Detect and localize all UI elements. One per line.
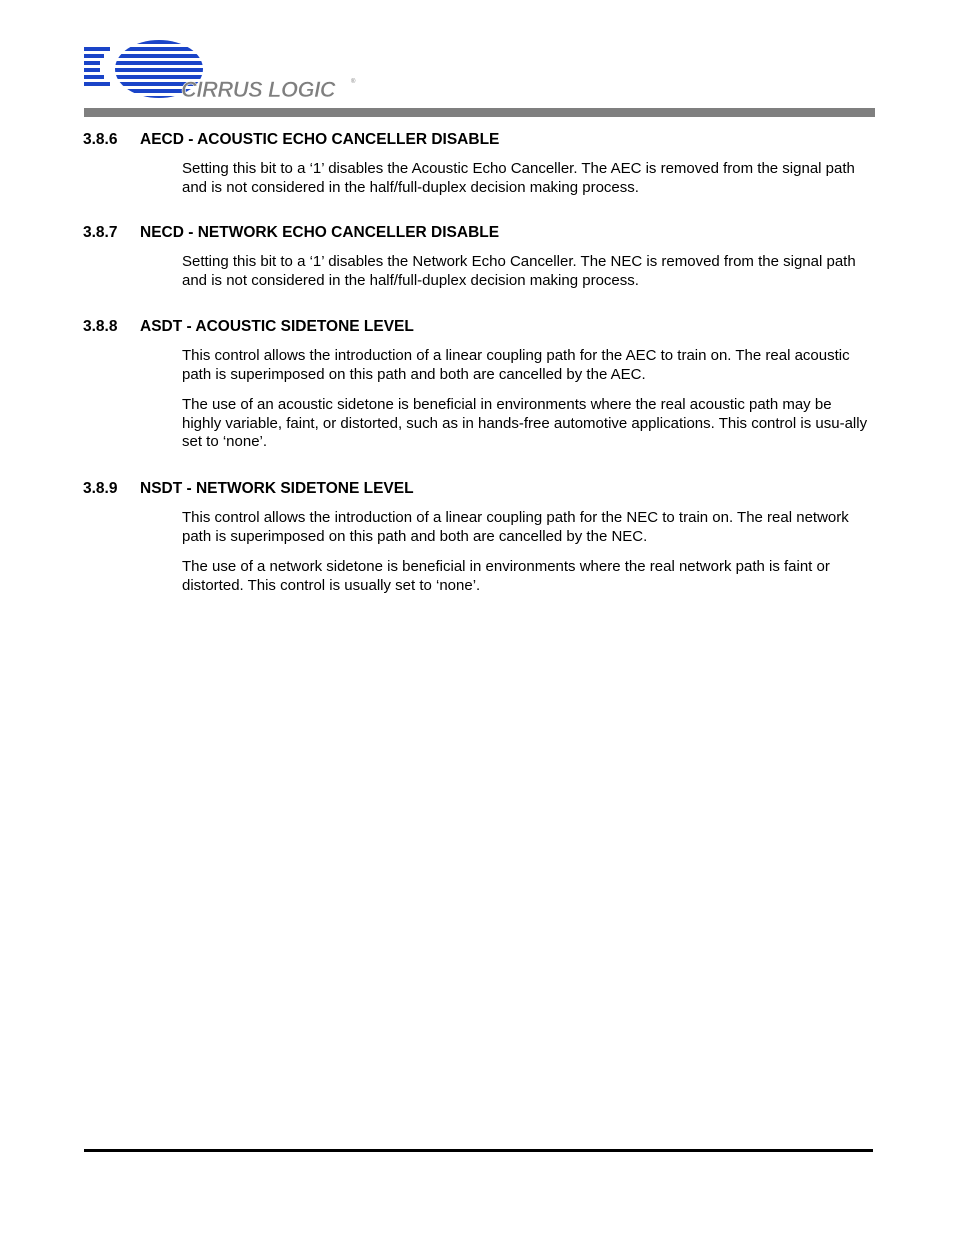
section-heading [83, 130, 875, 150]
section-heading [83, 479, 875, 499]
section-aecd [83, 130, 875, 197]
section-paragraph: This control allows the introduction of a linear coupling path for the NEC to train on. The real network path is superimposed on this path and both are cancelled by the NEC. [182, 509, 849, 545]
section-nsdt [83, 479, 875, 595]
header-rule [84, 108, 875, 117]
section-number: 3.8.7 [83, 224, 118, 241]
section-necd [83, 223, 875, 290]
section-paragraph: The use of an acoustic sidetone is beneficial in environments where the real acoustic path may be highly variable, faint, or distorted, such as in hands-free automotive applications. This control is usu-ally set to ‘none’. [182, 396, 868, 450]
footer-rule [84, 1149, 873, 1152]
section-title: AECD - ACOUSTIC ECHO CANCELLER DISABLE [140, 131, 500, 148]
logo-wordmark: CIRRUS LOGIC [181, 77, 336, 102]
svg-text:®: ® [351, 79, 356, 85]
section-paragraph: This control allows the introduction of a linear coupling path for the AEC to train on. The real acoustic path is superimposed on this path and both are cancelled by the AEC. [182, 347, 850, 383]
section-title: ASDT - ACOUSTIC SIDETONE LEVEL [140, 318, 414, 335]
section-number: 3.8.9 [83, 480, 118, 497]
section-paragraph: Setting this bit to a ‘1’ disables the Network Echo Canceller. The NEC is removed from the signal path and is not considered in the half/full-duplex decision making process. [182, 253, 856, 289]
section-number: 3.8.8 [83, 318, 118, 335]
section-asdt [83, 317, 875, 452]
section-paragraph: The use of a network sidetone is beneficial in environments where the real network path is faint or distorted. This control is usually set to ‘none’. [182, 558, 830, 594]
section-number: 3.8.6 [83, 131, 118, 148]
section-heading [83, 223, 875, 243]
section-title: NSDT - NETWORK SIDETONE LEVEL [140, 480, 414, 497]
section-heading [83, 317, 875, 337]
section-title: NECD - NETWORK ECHO CANCELLER DISABLE [140, 224, 500, 241]
section-paragraph: Setting this bit to a ‘1’ disables the Acoustic Echo Canceller. The AEC is removed from the signal path and is not considered in the half/full-duplex decision making process. [182, 160, 855, 196]
cirrus-logic-logo [84, 38, 364, 104]
